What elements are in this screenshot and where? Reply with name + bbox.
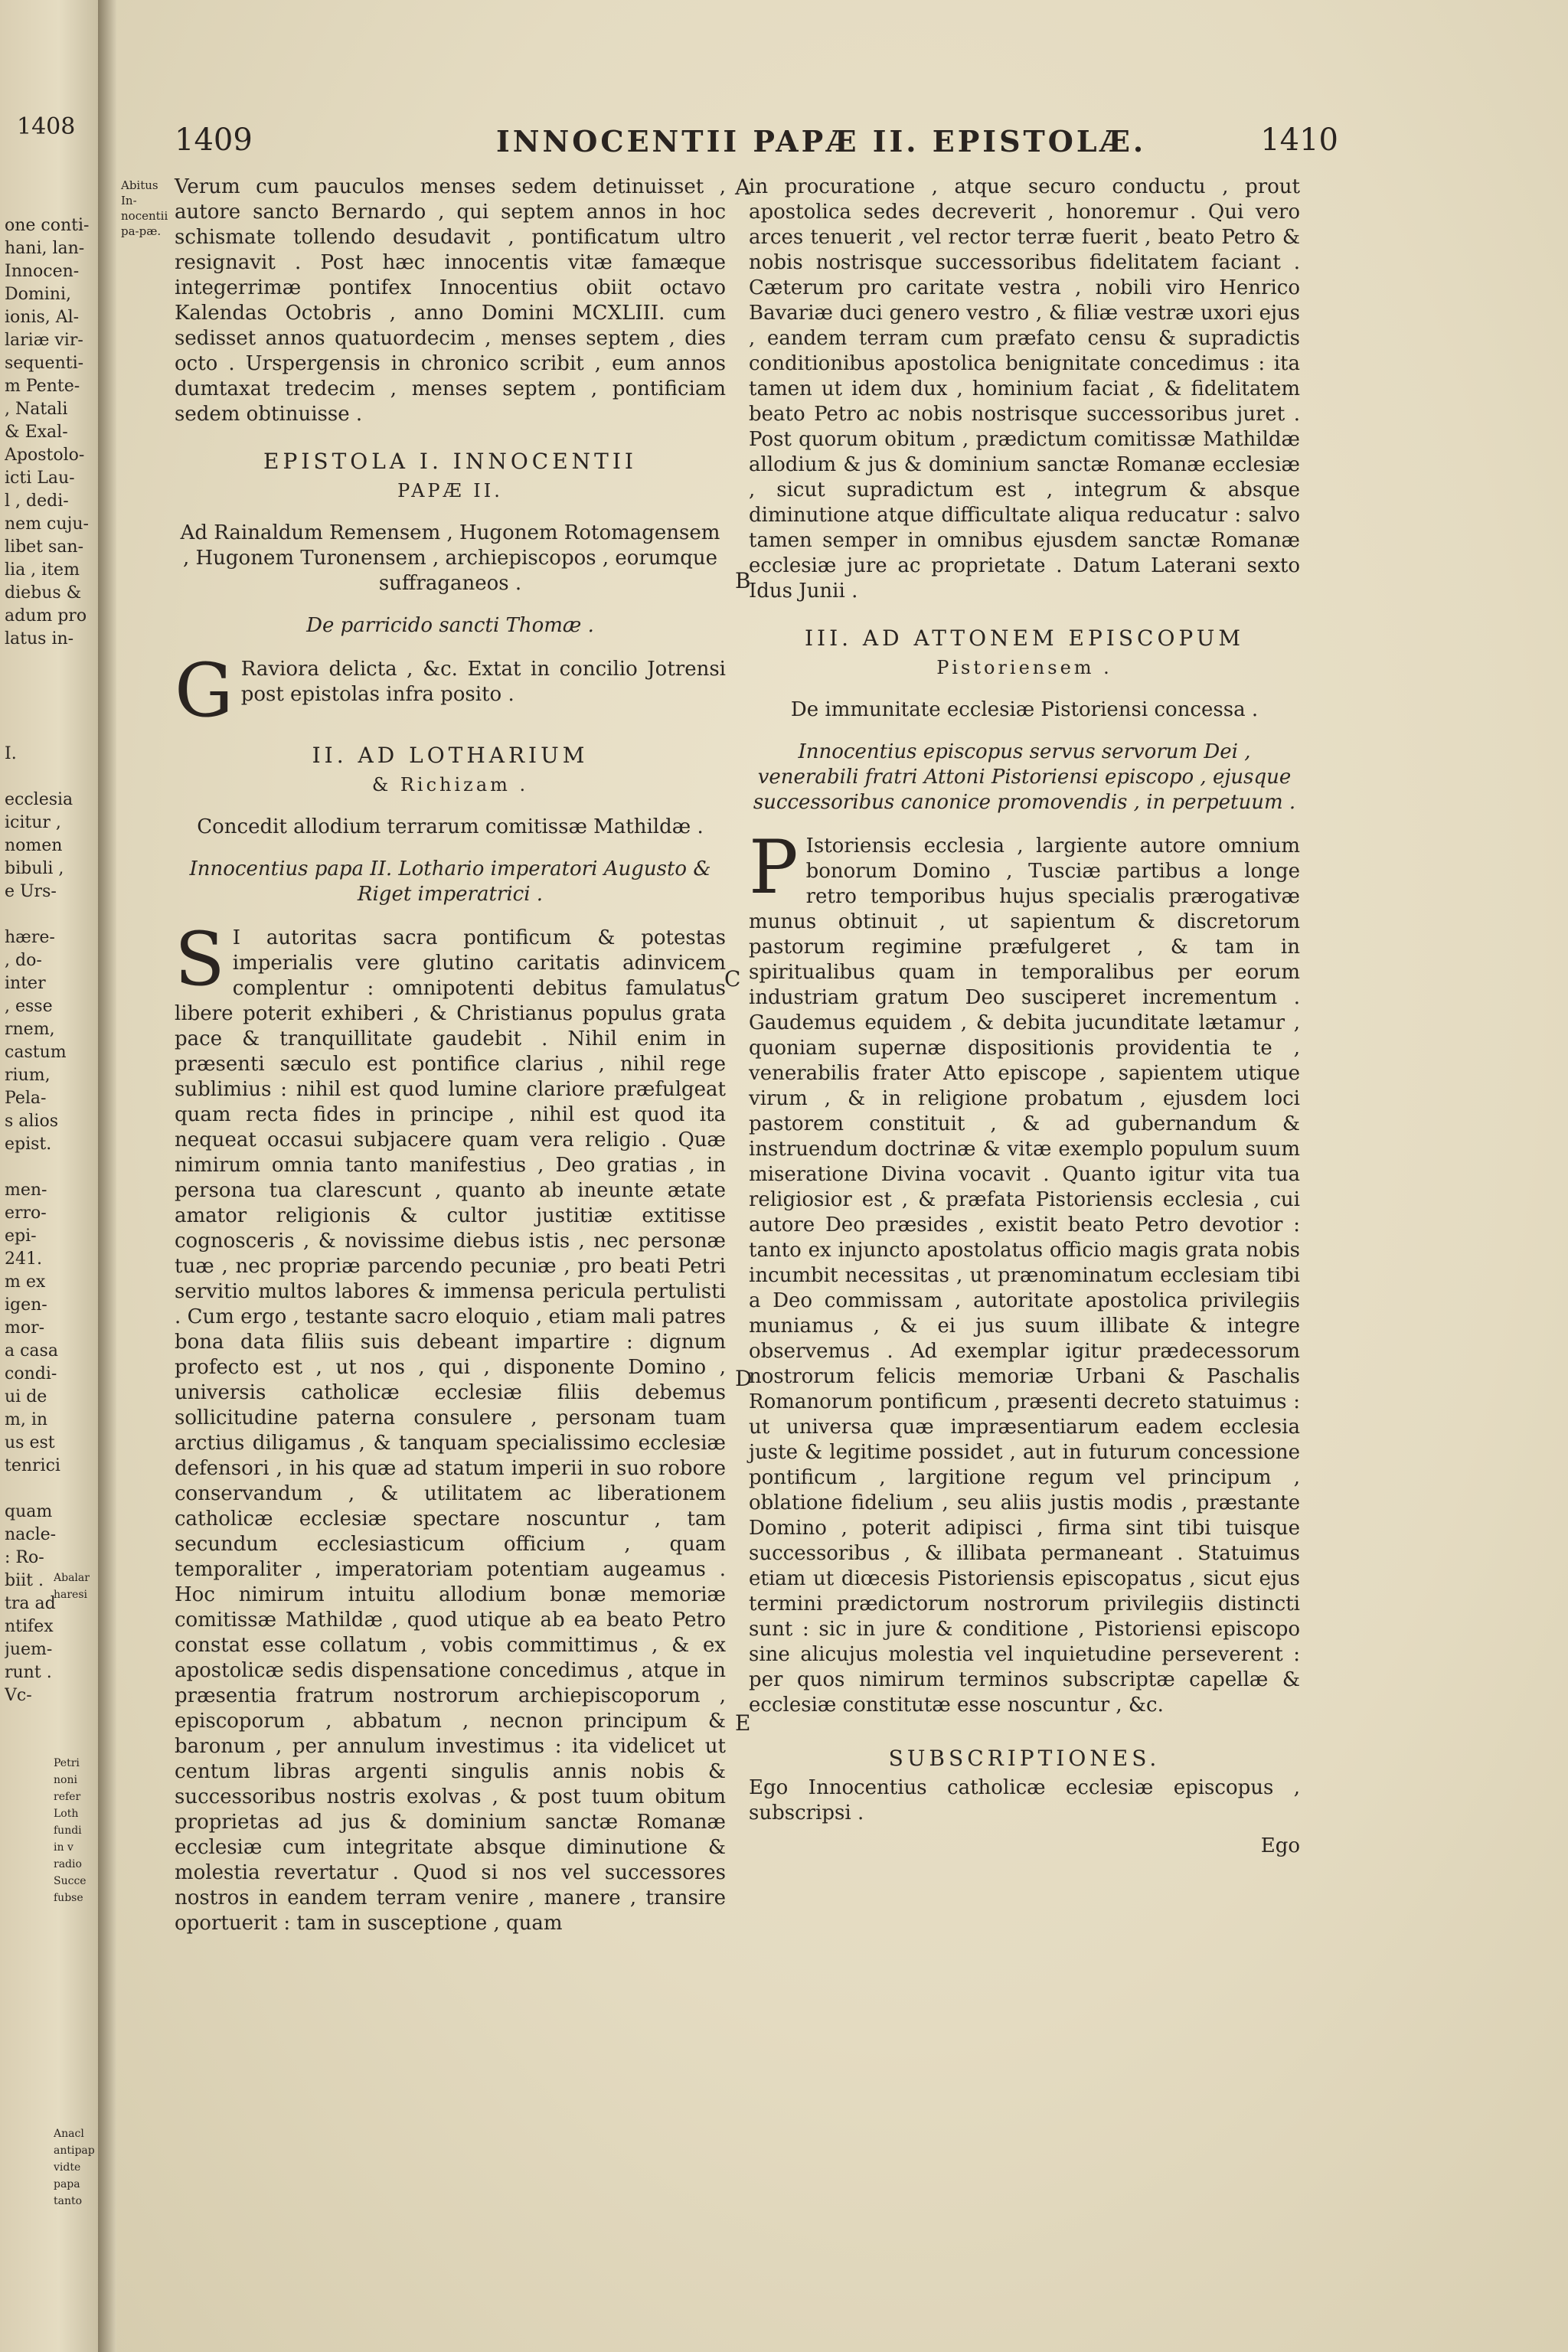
previous-page-note: [54, 2075, 96, 2092]
previous-page-line: s alios: [5, 1112, 59, 1131]
epistle-1-address: Ad Rainaldum Remensem , Hugonem Rotomagensem , Hugonem Turonensem , archiepiscopos , eorumque suffraganeos .: [180, 521, 720, 595]
epistle-2-title: II. AD LOTHARIUM: [312, 743, 589, 768]
previous-page-line: nem cuju-: [5, 514, 89, 534]
previous-page-line: quam: [5, 1502, 53, 1521]
previous-page-note: [54, 1738, 96, 1755]
running-title: INNOCENTII PAPÆ II. EPISTOLÆ.: [496, 124, 1147, 158]
previous-page-line: epist.: [5, 1135, 52, 1154]
previous-page-line: juem-: [5, 1640, 53, 1659]
previous-page-note: [54, 1957, 96, 1974]
previous-page-line: a casa: [5, 1341, 58, 1361]
previous-page-line: : Ro-: [5, 1548, 44, 1567]
previous-page-line: Apostolo-: [5, 446, 85, 465]
previous-page-note: Petri: [54, 1757, 80, 1769]
previous-page-line: epi-: [5, 1227, 37, 1246]
drop-cap: S: [175, 916, 225, 1002]
previous-page-note: antipap: [54, 2145, 95, 2157]
previous-page-line: ionis, Al-: [5, 308, 80, 327]
previous-page-line: bibuli ,: [5, 859, 64, 878]
previous-page-line: rium,: [5, 1066, 51, 1085]
previous-page-note: radio: [54, 1858, 82, 1870]
previous-page-note: [54, 2024, 96, 2041]
previous-page-line: diebus &: [5, 583, 82, 603]
previous-page-line: one conti-: [5, 216, 90, 235]
previous-page-line: sequenti-: [5, 354, 84, 373]
previous-page-line: [5, 1478, 95, 1501]
epistle-3-text: P Istoriensis ecclesia , largiente autore omnium bonorum Domino , Tusciæ partibus a longe retro temporibus hujus specialis prærogativæ munus obtinuit , ut sapientum & discretorum pastorum regimine præfulgeret , & tam in spiritualibus quam in temporalibus per eorum industriam gratum Deo susciperet incrementum . Gaudemus equidem , & debita jucunditate lætamur , quoniam supernæ dispositionis providentia te , venerabilis frater Atto episcope , sapientem utique virum , & in religione probatum , ejusdem loci pastorem constituit , & ad gubernandum & instruendum doctrinæ & vitæ exemplo populum suum miseratione Divina vocavit . Quanto igitur vita tua religiosior est , & præfata Pistoriensis ecclesia , cui autore Deo præsides , existit beato Petro devotior : tanto ex injuncto apostolatus officio magis grata nobis incumbit necessitas , ut prænominatum ecclesiam tibi a Deo commissam , autoritate apostolica privilegiis muniamus , & ei jus suum illibate & integre observemus . Ad exemplar igitur prædecessorum nostrorum felicis memoriæ Urbani & Paschalis Romanorum pontificum , præsenti decreto statuimus : ut universa quæ impræsentiarum eadem ecclesia juste & legitime possidet , aut in futurum concessione pontificum , largitione regum vel principum , oblatione fidelium , seu aliis justis modis , præstante Domino , poterit adipisci , firma sint tibi tuisque successoribus , & illibata permaneant . Statuimus etiam ut diœcesis Pistoriensis episcopatus , sicut ejus termini prædictorum nostrorum privilegiis distincti sunt : sic in jure & conditione , Pistoriensi episcopo sine alicujus molestia vel inquietudine perseverent : per quos nimirum terminos subscriptæ capellæ & ecclesiæ constitutæ esse noscuntur , &c.: [749, 825, 1300, 1717]
previous-page-line: [5, 766, 95, 789]
previous-page-note: [54, 1687, 96, 1704]
margin-note: Abitus In-nocentii pa-pæ.: [121, 178, 168, 238]
previous-page-note: [54, 1620, 96, 1637]
previous-page-note: vidte: [54, 2161, 81, 2174]
previous-page-note: [54, 1940, 96, 1957]
previous-page-line: [5, 903, 95, 926]
previous-page-note: [54, 2041, 96, 2058]
section-marker-d: D: [735, 1366, 753, 1391]
previous-page-line: m ex: [5, 1272, 46, 1292]
previous-page-line: , do-: [5, 951, 42, 970]
previous-page-note: [54, 1974, 96, 1991]
previous-page-text: [5, 214, 95, 1707]
previous-page-line: Vc-: [5, 1686, 32, 1705]
previous-page-line: m, in: [5, 1410, 48, 1429]
previous-page-note: [54, 1603, 96, 1620]
previous-page-note: [54, 1704, 96, 1721]
previous-page-line: I.: [5, 744, 17, 763]
previous-page-note: in v: [54, 1841, 74, 1854]
previous-page-line: condi-: [5, 1364, 57, 1383]
left-column: [175, 175, 726, 1942]
previous-page-line: m Pente-: [5, 377, 80, 396]
previous-page-line: inter: [5, 974, 46, 993]
previous-page-note: tanto: [54, 2195, 83, 2207]
previous-page-note: [54, 1923, 96, 1940]
previous-page-line: [5, 697, 95, 720]
previous-page-line: latus in-: [5, 629, 74, 648]
previous-page-line: nacle-: [5, 1525, 57, 1544]
epistle-1-text: G Raviora delicta , &c. Extat in concilio Jotrensi post epistolas infra posito .: [175, 648, 726, 733]
previous-page-note: [54, 2092, 96, 2109]
previous-page-note: [54, 1991, 96, 2007]
previous-page-line: men-: [5, 1181, 47, 1200]
previous-page-line: Innocen-: [5, 262, 80, 281]
previous-page-note: papa: [54, 2178, 80, 2190]
previous-page-note: [54, 2007, 96, 2024]
previous-page-note: [54, 2109, 96, 2125]
previous-page-note: noni: [54, 1774, 77, 1786]
epistle-1-title: EPISTOLA I. INNOCENTII: [263, 449, 637, 474]
epistle-2-text: S I autoritas sacra pontificum & potestas imperialis vere glutino caritatis adinvicem complentur : omnipotenti debitus famulatus libere poterit exhiberi , & Christianus populus grata pace & tranquillitate gaudebit . Nihil enim in præsenti sæculo est pontifice clarius , nihil rege sublimius : nihil est quod lumine clariore præfulgeat quam recta fides in principe , nihil est quod ita nequeat occasui subjacere quam vera religio . Quæ nimirum omnia tanto manifestius , Deo gratias , in persona tua clarescunt , quanto ab ineunte ætate amator religionis & cultor justitiæ extitisse cognosceris , & novissime diebus istis , nec personæ tuæ , nec propriæ parcendo pecuniæ , pro beati Petri servitio multos labores & immensa pericula pertulisti . Cum ergo , testante sacro eloquio , etiam mali patres bona data filiis suis debeant impartire : dignum profecto est , ut nos , qui , disponente Domino , universis catholicæ ecclesiæ filiis debemus sollicitudine paterna consulere , personam tuam arctius diligamus , & tanquam specialissimo ecclesiæ defensori , in his quæ ad statum imperii in suo robore conservandum , & utilitatem ac liberationem catholicæ ecclesiæ spectare noscuntur , tam secundum ecclesiasticum officium , quam temporaliter , imperatoriam potentiam augeamus . Hoc nimirum intuitu allodium bonæ memoriæ comitissæ Mathildæ , quod utique ab ea beato Petro constat esse collatum , vobis committimus , & ex apostolicæ sedis dispensatione concedimus , atque in præsentia fratrum nostrorum archiepiscoporum , episcoporum , abbatum , necnon principum & baronum , per annulum investimus : ita videlicet ut centum libras argenti singulis annis nobis & successoribus nostris exolvas , & post tuum obitum proprietas ad jus & dominium sanctæ Romanæ ecclesiæ cum integritate absque diminutione & molestia revertatur . Quod si nos vel successores nostros in eandem terram venire , manere , transire oportuerit : tam in susceptione , quam: [175, 916, 726, 1935]
previous-page-strip: [0, 0, 98, 2352]
previous-page-line: rnem,: [5, 1020, 55, 1039]
previous-page-number: 1408: [17, 113, 76, 140]
previous-page-line: castum: [5, 1043, 67, 1062]
previous-page-note: Loth: [54, 1808, 79, 1820]
previous-page-line: [5, 674, 95, 697]
previous-page-line: Domini,: [5, 285, 71, 304]
previous-page-note: [54, 1906, 96, 1923]
previous-page-line: 241.: [5, 1250, 42, 1269]
epistle-3-title: III. AD ATTONEM EPISCOPUM: [804, 626, 1245, 651]
epistle-3-summary: De immunitate ecclesiæ Pistoriensi concessa .: [790, 698, 1259, 721]
previous-page-note: haresi: [54, 1589, 88, 1601]
previous-page-note: [54, 1721, 96, 1738]
previous-page-line: ui de: [5, 1387, 47, 1406]
previous-page-note: Anacl: [54, 2128, 84, 2140]
page-number-right: 1410: [1260, 122, 1338, 158]
epistle-1-topic: De parricido sancti Thomæ .: [306, 614, 594, 637]
previous-page-line: igen-: [5, 1295, 47, 1315]
previous-page-note: [54, 1671, 96, 1687]
subscriptions-text: Ego Innocentius catholicæ ecclesiæ episcopus , subscripsi .: [749, 1776, 1300, 1824]
previous-page-line: erro-: [5, 1204, 47, 1223]
epistle-2-salutation: Innocentius papa II. Lothario imperatori Augusto & Riget imperatrici .: [189, 858, 711, 906]
previous-page-note: refer: [54, 1791, 81, 1803]
previous-page-line: , esse: [5, 997, 53, 1016]
previous-page-line: tenrici: [5, 1456, 60, 1475]
previous-page-line: ecclesia: [5, 790, 74, 809]
epistle-3-salutation: Innocentius episcopus servus servorum Dei , venerabili fratri Attoni Pistoriensi episcopo , ejusque successoribus canonice promovendis , in perpetuum .: [753, 740, 1296, 814]
previous-page-line: lia , item: [5, 560, 80, 580]
page-number-left: 1409: [175, 122, 253, 158]
previous-page-line: adum pro: [5, 606, 87, 626]
previous-page-line: tra ad: [5, 1594, 56, 1613]
previous-page-note: [54, 2058, 96, 2075]
previous-page-line: Pela-: [5, 1089, 47, 1108]
section-marker-a: A: [735, 175, 751, 200]
previous-page-line: libet san-: [5, 537, 84, 557]
previous-page-note: fubse: [54, 1892, 83, 1904]
section-marker-e: E: [735, 1710, 751, 1736]
section-marker-c: C: [724, 966, 741, 991]
previous-page-line: e Urs-: [5, 882, 57, 901]
epistle-2-summary: Concedit allodium terrarum comitissæ Mathildæ .: [197, 815, 704, 838]
drop-cap: G: [175, 648, 234, 733]
previous-page-line: [5, 720, 95, 743]
previous-page-note: Succe: [54, 1875, 87, 1887]
previous-page-margin-notes: [54, 1570, 96, 2210]
page-header: [175, 115, 1338, 161]
book-page: [98, 0, 1568, 2352]
epistle-1-subtitle: PAPÆ II.: [397, 480, 503, 501]
previous-page-line: hani, lan-: [5, 239, 85, 258]
previous-page-line: runt .: [5, 1663, 52, 1682]
previous-page-line: l , dedi-: [5, 492, 69, 511]
drop-cap: P: [749, 825, 799, 910]
previous-page-note: fundi: [54, 1824, 82, 1837]
previous-page-line: & Exal-: [5, 423, 68, 442]
previous-page-line: icitur ,: [5, 813, 61, 832]
previous-page-line: hære-: [5, 928, 55, 947]
epistle-3-subtitle: Pistoriensem .: [936, 657, 1112, 678]
epistle-2-continuation: in procuratione , atque securo conductu , prout apostolica sedes decreverit , honoremur . Qui vero arces tenuerit , vel rector terræ fuerit , beato Petro & nobis nostrisque successoribus fidelitatem faciant . Cæterum pro caritate vestra , nobili viro Henrico Bavariæ duci genero vestro , & filiæ vestræ uxori ejus , eandem terram cum præfato censu & supradictis conditionibus apostolica benignitate concedimus : ita tamen ut idem dux , hominium faciat , & fidelitatem beato Petro ac nobis nostrisque successoribus juret . Post quorum obitum , prædictum comitissæ Mathildæ allodium & jus & dominium sanctæ Romanæ ecclesiæ , sicut supradictum est , integrum & absque diminutione atque difficultate aliqua reducatur : salvo tamen semper in omnibus ejusdem sanctæ Romanæ ecclesiæ jure ac proprietate . Datum Laterani sexto Idus Junii .: [749, 175, 1300, 603]
previous-page-line: nomen: [5, 836, 63, 855]
subscriptions-title: SUBSCRIPTIONES.: [888, 1746, 1161, 1771]
intro-paragraph: Verum cum pauculos menses sedem detinuisset , autore sancto Bernardo , qui septem annos in hoc schismate tollendo desudavit , pontificatum ultro resignavit . Post hæc innocentis vitæ famæque integerrimæ pontifex Innocentius obiit octavo Kalendas Octobris , anno Domini MCXLIII. cum sedisset annos quatuordecim , menses septem , dies octo . Urspergensis in chronico scribit , eum annos dumtaxat tredecim , menses septem , pontificiam sedem obtinuisse .: [175, 175, 726, 426]
previous-page-line: ntifex: [5, 1617, 54, 1636]
previous-page-line: lariæ vir-: [5, 331, 83, 350]
epistle-2-subtitle: & Richizam .: [371, 774, 529, 795]
previous-page-note: Abalar: [54, 1572, 90, 1584]
previous-page-note: [54, 1654, 96, 1671]
previous-page-line: [5, 1156, 95, 1179]
right-column: [749, 175, 1300, 1859]
catchword: Ego: [1260, 1834, 1300, 1857]
previous-page-line: , Natali: [5, 400, 68, 419]
section-marker-b: B: [735, 568, 751, 593]
previous-page-line: icti Lau-: [5, 469, 75, 488]
previous-page-line: mor-: [5, 1318, 45, 1338]
previous-page-note: [54, 1637, 96, 1654]
previous-page-line: us est: [5, 1433, 55, 1452]
previous-page-line: biit .: [5, 1571, 44, 1590]
previous-page-line: [5, 651, 95, 674]
book-gutter: [98, 0, 116, 2352]
